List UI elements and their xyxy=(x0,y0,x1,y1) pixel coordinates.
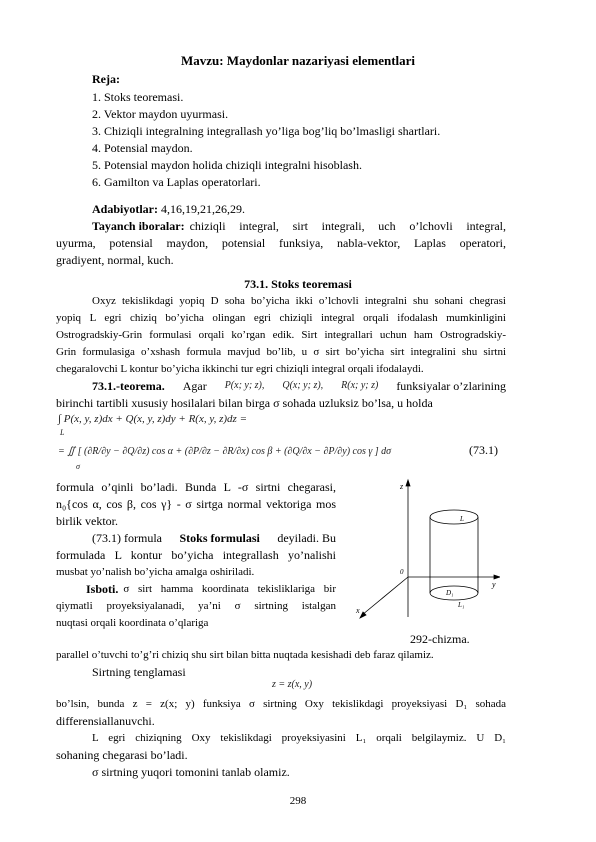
reja-item: 2. Vektor maydon uyurmasi. xyxy=(92,107,229,121)
l1-label: L₁ xyxy=(458,601,465,609)
theorem-line-2: birinchi tartibli xususiy hosilalari bilan birga σ sohada uzluksiz bo’lsa, u holda xyxy=(56,396,433,410)
section-title: 73.1. Stoks teoremasi xyxy=(244,277,352,291)
left-col-line: musbat yo’nalish bo’yicha amalga oshiriladi. xyxy=(56,566,255,578)
theorem-line-1 xyxy=(92,379,506,393)
after-line: L egri chiziqning Oxy tekislikdagi proyeksiyasini L₁ orqali belgilaymiz. U D₁ xyxy=(92,732,506,744)
p-function: P(x; y; z), xyxy=(224,380,265,391)
formula-line-1-sub: L xyxy=(60,428,65,437)
after-line: Sirtning tenglamasi xyxy=(92,665,186,679)
x-axis xyxy=(362,577,408,615)
formula-line-2: = ∬ [ (∂R/∂y − ∂Q/∂z) cos α + (∂P/∂z − ∂R/∂x) cos β + (∂Q/∂x − ∂P/∂y) cos γ ] dσ xyxy=(58,446,392,457)
page-number: 298 xyxy=(289,795,307,807)
after-line: parallel o’tuvchi to’g’ri chiziq shu sirt bilan bitta nuqtada kesishadi deb faraz qilamiz. xyxy=(56,649,434,661)
after-line: σ sirtning yuqori tomonini tanlab olamiz. xyxy=(92,765,290,779)
z-label: z xyxy=(400,482,404,491)
after-line: bo’lsin, bunda z = z(x; y) funksiya σ sirtning Oxy tekislikdagi proyeksiyasi D₁ sohada xyxy=(56,698,506,710)
stoks-line xyxy=(92,531,336,545)
x-label: x xyxy=(356,606,360,615)
formula-line-1: ∫ P(x, y, z)dx + Q(x, y, z)dy + R(x, y, z)dz = xyxy=(58,413,248,425)
reja-item: 4. Potensial maydon. xyxy=(92,141,193,155)
l-label: L xyxy=(460,515,464,523)
reja-label: Reja: xyxy=(92,72,120,86)
d1-label: D₁ xyxy=(446,589,454,597)
para1-line: yopiq L egri chiziq bo’yicha olingan egri chiziqli integral orqali ifodalash mumkinligini xyxy=(56,312,506,324)
reja-item: 6. Gamilton va Laplas operatorlari. xyxy=(92,175,261,189)
para1-line: Ostrogradskiy-Grin formulasi orqali ko’rgan edik. Sirt integrallari uchun ham Ostrogradskiy- xyxy=(56,329,506,341)
tayanch-line-3: gradiyent, normal, kuch. xyxy=(56,253,174,267)
para1-line: Grin formulasiga o’xshash formula mavjud bo’lib, u σ sirt bo’yicha sirt integralini shu sirtni xyxy=(56,346,506,358)
left-col-line: nuqtasi orqali koordinata o’qlariga xyxy=(56,617,209,629)
left-col-line: qiymatli proyeksiyalanadi, ya’ni σ sirtning istalgan xyxy=(56,600,336,612)
stoks-rest: deyiladi. Bu xyxy=(277,531,336,545)
left-col-line: formula o’qinli bo’ladi. Bunda L -σ sirtni chegarasi, xyxy=(56,480,336,494)
q-function: Q(x; y; z), xyxy=(282,380,324,391)
theorem-text: funksiyalar o’zlarining xyxy=(396,379,506,393)
curve-l xyxy=(430,510,478,524)
r-function: R(x; y; z) xyxy=(341,380,379,391)
origin-label: 0 xyxy=(400,568,404,576)
isboti-line xyxy=(86,582,336,596)
left-col-line: birlik vektor. xyxy=(56,514,118,528)
para1-line: chegaralovchi L kontur bo’yicha ikkinchi tur egri chiziqli integral orqali ifodalaydi. xyxy=(56,363,424,375)
left-col-line: n₀{cos α, cos β, cos γ} - σ sirtga normal vektoriga mos xyxy=(56,497,336,511)
stoks-ref: (73.1) formula xyxy=(92,531,162,545)
surface-equation: z = z(x, y) xyxy=(272,679,313,690)
figure-caption: 292-chizma. xyxy=(410,632,470,646)
adabiyotlar xyxy=(92,202,245,216)
figure-292 xyxy=(342,477,500,627)
theorem-agar: Agar xyxy=(182,379,207,393)
theorem-label: 73.1.-teorema. xyxy=(92,379,165,393)
after-line: differensiallanuvchi. xyxy=(56,714,155,728)
isboti-text: σ sirt hamma koordinata tekisliklariga bir xyxy=(123,583,336,595)
formula-number: (73.1) xyxy=(469,443,498,457)
z-arrow-icon xyxy=(406,480,410,486)
after-line: sohaning chegarasi bo’ladi. xyxy=(56,748,188,762)
para1-line: Oxyz tekislikdagi yopiq D soha bo’yicha ikki o’lchovli integralni shu sohani chegrasi xyxy=(92,295,506,307)
page-title: Mavzu: Maydonlar nazariyasi elementlari xyxy=(180,53,416,68)
y-label: y xyxy=(492,580,496,589)
stoks-formula-name: Stoks formulasi xyxy=(179,531,260,545)
y-arrow-icon xyxy=(494,575,500,579)
tayanch-line-2: uyurma, potensial maydon, potensial funksiya, nabla-vektor, Laplas operatori, xyxy=(56,236,506,250)
tayanch-text: chiziqli integral, sirt integrali, uch o’lchovli integral, xyxy=(189,219,506,233)
adabiyotlar-label: Adabiyotlar: xyxy=(92,202,158,216)
left-col-line: formulada L kontur bo’yicha integrallash yo’nalishi xyxy=(56,548,336,562)
formula-line-2-sub: σ xyxy=(76,462,80,471)
tayanch-label: Tayanch iboralar: xyxy=(92,219,185,233)
reja-item: 5. Potensial maydon holida chiziqli integralni hisoblash. xyxy=(92,158,362,172)
adabiyotlar-value: 4,16,19,21,26,29. xyxy=(161,202,245,216)
tayanch-line-1 xyxy=(92,219,506,233)
region-d1-boundary xyxy=(430,586,478,600)
isboti-label: Isboti. xyxy=(86,582,119,596)
reja-item: 1. Stoks teoremasi. xyxy=(92,90,184,104)
reja-item: 3. Chiziqli integralning integrallash yo’liga bog’liq bo’lmasligi shartlari. xyxy=(92,124,441,138)
